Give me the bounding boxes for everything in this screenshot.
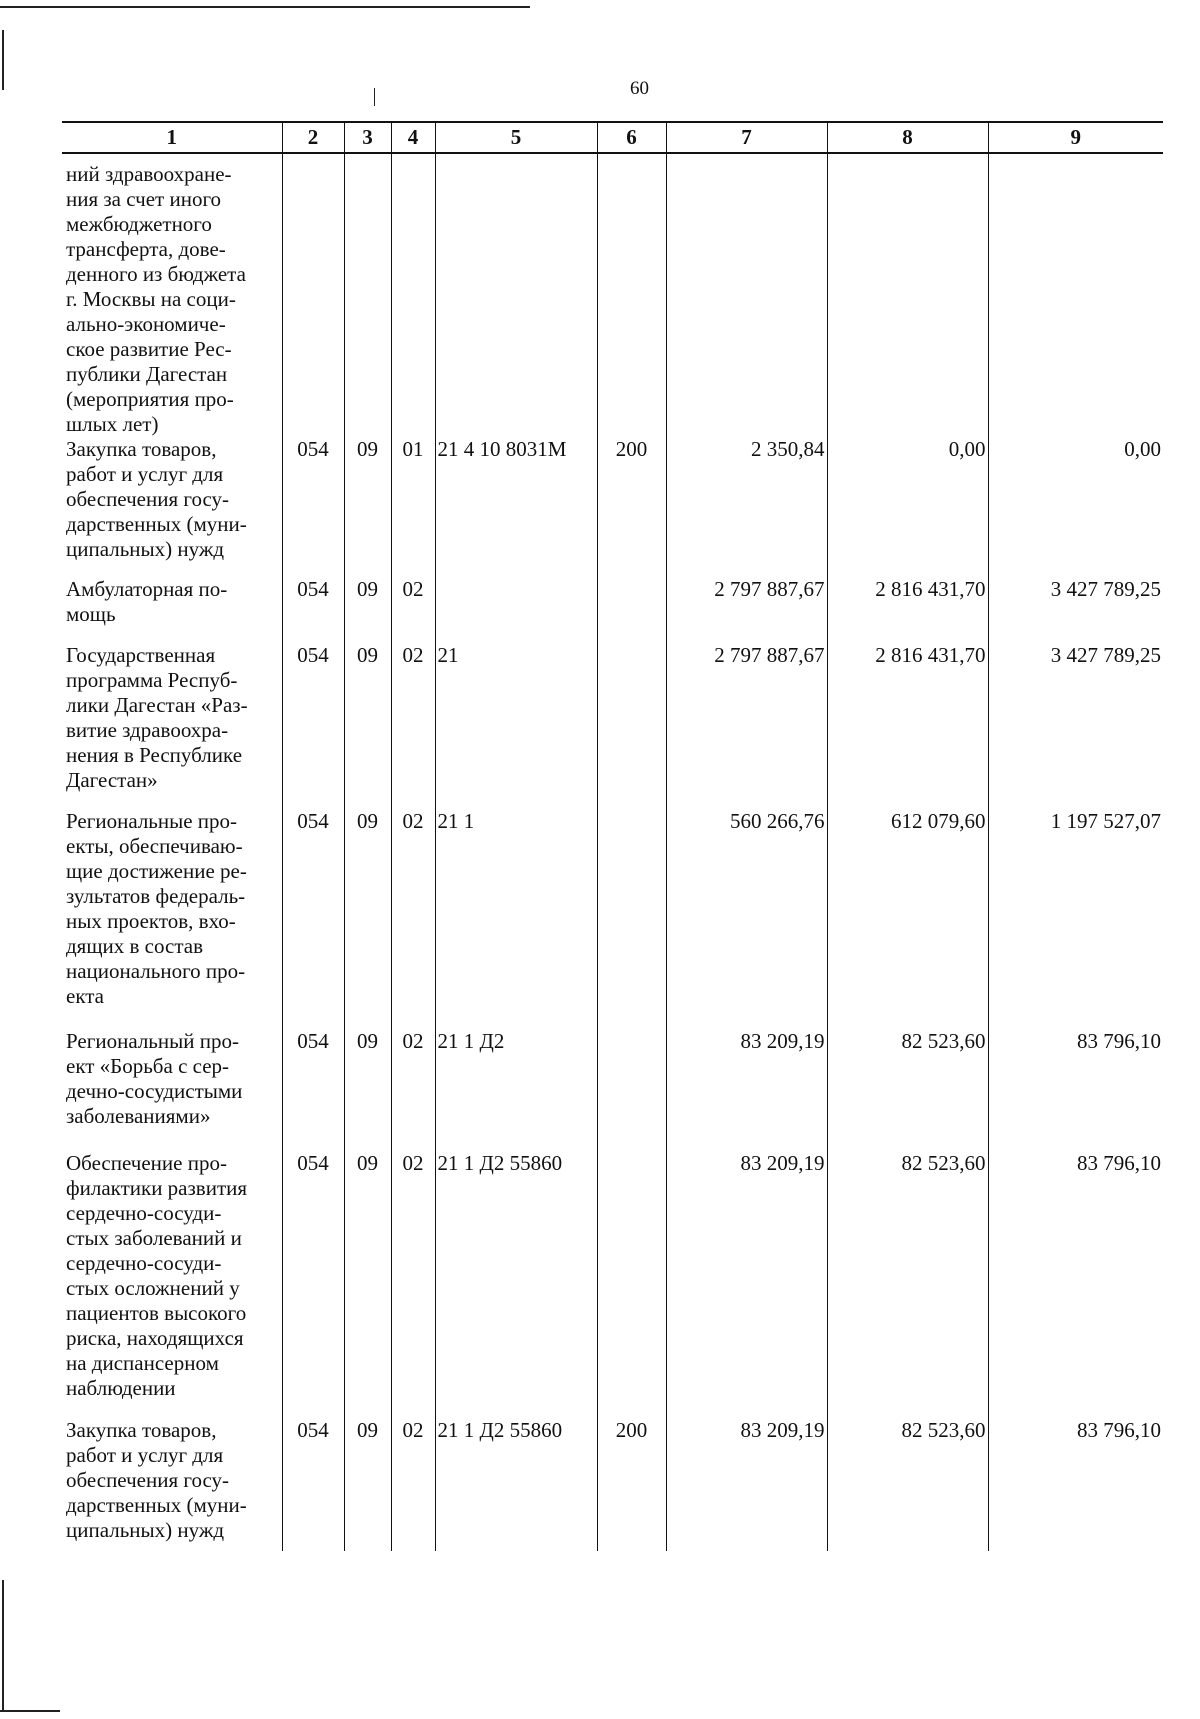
value-2024-cell: 612 079,60: [827, 809, 988, 1029]
budget-table: [62, 121, 1163, 1551]
ministry-cell: 054: [282, 577, 344, 643]
row-name: ний здравоохране- ния за счет иного межбюджетного трансферта, дове- денного из бюджета г. Москвы на соци- ально-экономиче- ское развитие Рес- публики Дагестан (мероприятия про- шлых лет): [66, 162, 246, 436]
table-header-row: [62, 122, 1163, 153]
row-name-cell: [62, 437, 282, 577]
value-2023-cell: [666, 153, 827, 437]
expense-type-cell: [597, 153, 666, 437]
section-cell: 09: [344, 1418, 391, 1551]
subsection-cell: 02: [391, 1418, 435, 1551]
target-cell: [435, 153, 597, 437]
subsection-cell: 02: [391, 643, 435, 809]
value-2025-cell: 3 427 789,25: [988, 643, 1163, 809]
value-2025-cell: [988, 153, 1163, 437]
expense-type-cell: [597, 643, 666, 809]
ministry-cell: 054: [282, 1151, 344, 1418]
table-row: [62, 643, 1163, 809]
header-col-5: 5: [435, 122, 597, 153]
value-2023-cell: 83 209,19: [666, 1418, 827, 1551]
value-2025-cell: 83 796,10: [988, 1418, 1163, 1551]
value-2024-cell: 2 816 431,70: [827, 577, 988, 643]
table-row: [62, 809, 1163, 1029]
row-name-cell: [62, 643, 282, 809]
subsection-cell: 02: [391, 1029, 435, 1151]
scan-edge-line-bottom: [0, 1710, 60, 1712]
value-2025-cell: 83 796,10: [988, 1029, 1163, 1151]
scan-edge-line-left-bottom: [2, 1580, 4, 1710]
table-row: [62, 153, 1163, 437]
target-cell: 21 1 Д2: [435, 1029, 597, 1151]
scan-edge-line-top: [0, 6, 530, 8]
expense-type-cell: [597, 1029, 666, 1151]
table-row: [62, 437, 1163, 577]
row-name: Региональный про- ект «Борьба с сер- дечно-сосудистыми заболеваниями»: [66, 1029, 243, 1128]
subsection-cell: 01: [391, 437, 435, 577]
row-name: Региональные про- екты, обеспечиваю- щие достижение ре- зультатов федераль- ных проектов, вхо- дящих в состав национального про- екта: [66, 809, 247, 1008]
row-name: Обеспечение про- филактики развития сердечно-сосуди- стых заболеваний и сердечно-сосуди- стых осложнений у пациентов высокого риска, находящихся на диспансерном наблюдении: [66, 1151, 248, 1400]
value-2024-cell: [827, 153, 988, 437]
row-name-cell: [62, 1029, 282, 1151]
ministry-cell: 054: [282, 1418, 344, 1551]
table-row: [62, 577, 1163, 643]
scan-tick-mark: [374, 88, 375, 106]
target-cell: 21: [435, 643, 597, 809]
page-number: 60: [630, 78, 649, 99]
table-row: [62, 1418, 1163, 1551]
section-cell: 09: [344, 1151, 391, 1418]
value-2024-cell: 82 523,60: [827, 1029, 988, 1151]
expense-type-cell: [597, 1151, 666, 1418]
header-col-1: 1: [62, 122, 282, 153]
ministry-cell: 054: [282, 643, 344, 809]
value-2025-cell: 1 197 527,07: [988, 809, 1163, 1029]
scan-edge-line-left: [2, 30, 4, 90]
row-name-cell: [62, 577, 282, 643]
value-2023-cell: 2 350,84: [666, 437, 827, 577]
ministry-cell: 054: [282, 437, 344, 577]
section-cell: 09: [344, 577, 391, 643]
value-2025-cell: 0,00: [988, 437, 1163, 577]
subsection-cell: [391, 153, 435, 437]
subsection-cell: 02: [391, 577, 435, 643]
row-name-cell: [62, 809, 282, 1029]
value-2023-cell: 83 209,19: [666, 1029, 827, 1151]
section-cell: 09: [344, 809, 391, 1029]
header-col-6: 6: [597, 122, 666, 153]
row-name-cell: [62, 1151, 282, 1418]
row-name: Амбулаторная по- мощь: [66, 577, 228, 626]
expense-type-cell: [597, 809, 666, 1029]
section-cell: [344, 153, 391, 437]
expense-type-cell: 200: [597, 437, 666, 577]
value-2024-cell: 82 523,60: [827, 1151, 988, 1418]
header-col-8: 8: [827, 122, 988, 153]
value-2023-cell: 2 797 887,67: [666, 577, 827, 643]
value-2025-cell: 3 427 789,25: [988, 577, 1163, 643]
value-2025-cell: 83 796,10: [988, 1151, 1163, 1418]
target-cell: 21 1 Д2 55860: [435, 1418, 597, 1551]
target-cell: [435, 577, 597, 643]
value-2023-cell: 2 797 887,67: [666, 643, 827, 809]
ministry-cell: 054: [282, 809, 344, 1029]
row-name: Закупка товаров, работ и услуг для обеспечения госу- дарственных (муни- ципальных) нужд: [66, 1418, 247, 1542]
table-row: [62, 1029, 1163, 1151]
ministry-cell: 054: [282, 1029, 344, 1151]
subsection-cell: 02: [391, 809, 435, 1029]
value-2024-cell: 0,00: [827, 437, 988, 577]
value-2023-cell: 560 266,76: [666, 809, 827, 1029]
ministry-cell: [282, 153, 344, 437]
header-col-4: 4: [391, 122, 435, 153]
header-col-3: 3: [344, 122, 391, 153]
expense-type-cell: [597, 577, 666, 643]
expense-type-cell: 200: [597, 1418, 666, 1551]
subsection-cell: 02: [391, 1151, 435, 1418]
section-cell: 09: [344, 643, 391, 809]
target-cell: 21 1 Д2 55860: [435, 1151, 597, 1418]
value-2023-cell: 83 209,19: [666, 1151, 827, 1418]
row-name: Государственная программа Респуб- лики Дагестан «Раз- витие здравоохра- нения в Республике Дагестан»: [66, 643, 248, 792]
header-col-7: 7: [666, 122, 827, 153]
row-name-cell: [62, 1418, 282, 1551]
target-cell: 21 4 10 8031М: [435, 437, 597, 577]
section-cell: 09: [344, 1029, 391, 1151]
target-cell: 21 1: [435, 809, 597, 1029]
value-2024-cell: 82 523,60: [827, 1418, 988, 1551]
section-cell: 09: [344, 437, 391, 577]
table-row: [62, 1151, 1163, 1418]
header-col-9: 9: [988, 122, 1163, 153]
value-2024-cell: 2 816 431,70: [827, 643, 988, 809]
row-name: Закупка товаров, работ и услуг для обеспечения госу- дарственных (муни- ципальных) нужд: [66, 437, 247, 561]
header-col-2: 2: [282, 122, 344, 153]
row-name-cell: [62, 153, 282, 437]
